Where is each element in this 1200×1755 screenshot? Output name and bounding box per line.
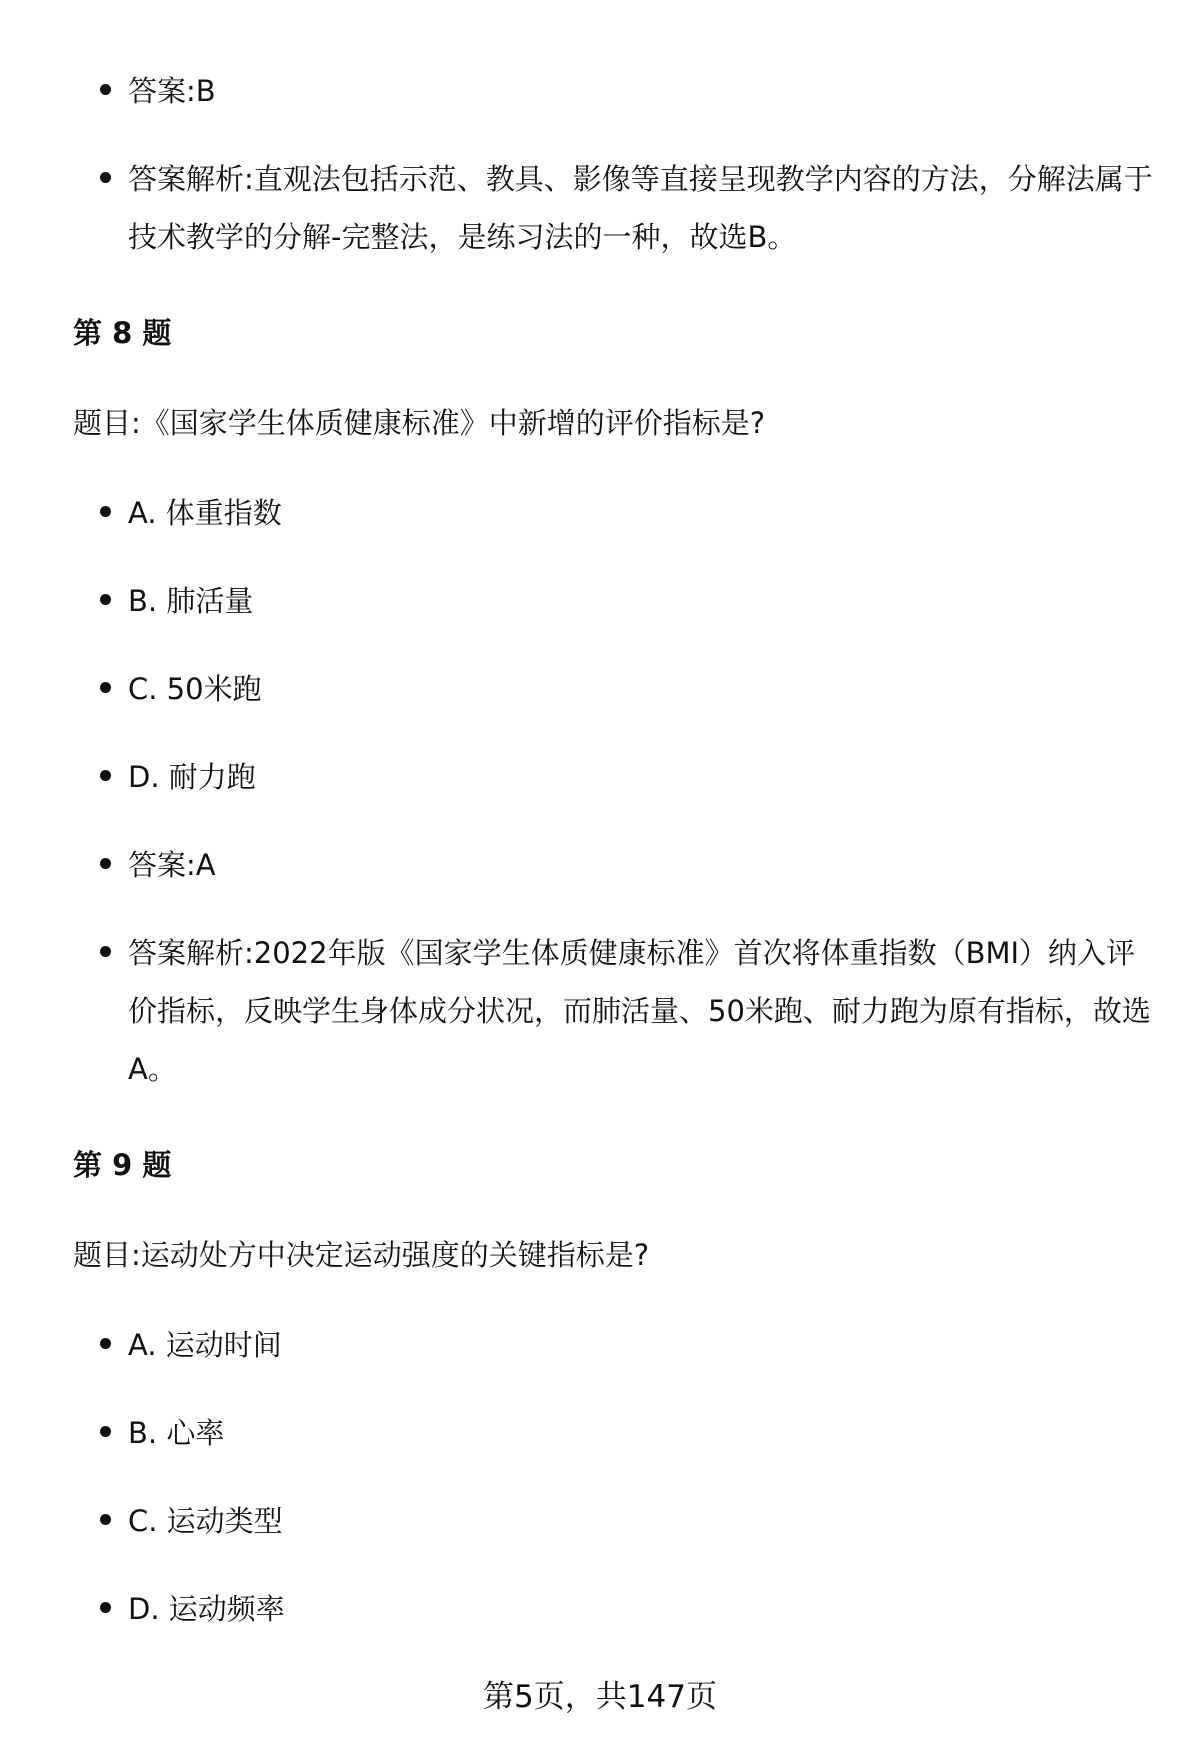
q9-option-b <box>73 1404 1153 1462</box>
q8-heading: 第 8 题 <box>73 316 172 350</box>
bullet-icon <box>100 84 111 95</box>
bullet-icon <box>100 682 111 693</box>
bullet-icon <box>100 506 111 517</box>
q9-option-d-text: D. 运动频率 <box>128 1592 285 1626</box>
q9-heading: 第 9 题 <box>73 1148 172 1182</box>
document-content <box>73 62 1153 1638</box>
bullet-icon <box>100 770 111 781</box>
q9-option-a-text: A. 运动时间 <box>128 1328 282 1362</box>
q8-answer: 答案:A <box>128 848 216 882</box>
q8-option-b-text: B. 肺活量 <box>128 584 254 618</box>
q7-answer-item <box>73 62 1153 120</box>
q8-option-a <box>73 484 1153 542</box>
q9-option-a <box>73 1316 1153 1374</box>
q9-option-b-text: B. 心率 <box>128 1416 225 1450</box>
q8-answer-item <box>73 836 1153 894</box>
bullet-icon <box>100 1338 111 1349</box>
q8-question: 题目:《国家学生体质健康标准》中新增的评价指标是? <box>73 406 766 440</box>
q8-analysis-item <box>73 924 1153 1098</box>
q8-option-d <box>73 748 1153 806</box>
q8-option-c <box>73 660 1153 718</box>
bullet-icon <box>100 1602 111 1613</box>
q9-option-c-text: C. 运动类型 <box>128 1504 283 1538</box>
q8-analysis: 答案解析:2022年版《国家学生体质健康标准》首次将体重指数（BMI）纳入评价指标，反映学生身体成分状况，而肺活量、50米跑、耐力跑为原有指标，故选A。 <box>128 936 1151 1086</box>
q8-option-c-text: C. 50米跑 <box>128 672 262 706</box>
bullet-icon <box>100 172 111 183</box>
bullet-icon <box>100 1426 111 1437</box>
page-footer: 第5页，共147页 <box>483 1679 717 1715</box>
q7-answer: 答案:B <box>128 74 216 108</box>
q8-option-d-text: D. 耐力跑 <box>128 760 256 794</box>
q9-question: 题目:运动处方中决定运动强度的关键指标是? <box>73 1238 650 1272</box>
bullet-icon <box>100 1514 111 1525</box>
q8-option-a-text: A. 体重指数 <box>128 496 282 530</box>
bullet-icon <box>100 594 111 605</box>
q8-option-b <box>73 572 1153 630</box>
bullet-icon <box>100 946 111 957</box>
q9-option-c <box>73 1492 1153 1550</box>
q7-analysis-item <box>73 150 1153 266</box>
q7-analysis: 答案解析:直观法包括示范、教具、影像等直接呈现教学内容的方法，分解法属于技术教学的分解-完整法，是练习法的一种，故选B。 <box>128 162 1153 254</box>
q9-option-d <box>73 1580 1153 1638</box>
bullet-icon <box>100 858 111 869</box>
